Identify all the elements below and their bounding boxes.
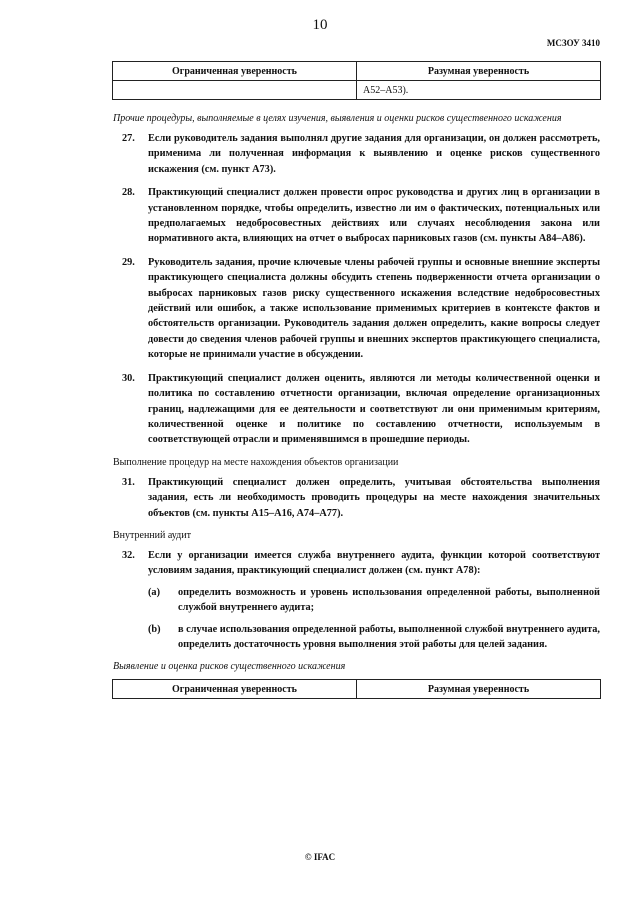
- paragraph-text: Практикующий специалист должен провести опрос руководства и других лиц в организации в установленном порядке, чтобы определить, известно ли им о фактических, потенциальных или предполагаемых недобросовестных действиях или случаях несоблюдения закона или нормативного акта, влияющих на отчет о выбросах парниковых газов (см. пункты A84–A86).: [148, 187, 600, 245]
- document-id: МСЗОУ 3410: [546, 38, 600, 48]
- subitem-b: [148, 622, 600, 653]
- paragraph-number: 30.: [122, 372, 135, 384]
- assurance-table-top: [112, 61, 601, 100]
- section-heading-risk-assessment: Выявление и оценка рисков существенного искажения: [113, 661, 346, 673]
- paragraph-number: 31.: [122, 476, 135, 488]
- section-heading-site-procedures: Выполнение процедур на месте нахождения объектов организации: [113, 456, 399, 468]
- subitem-text: в случае использования определенной работы, выполненной службой внутреннего аудита, определить достаточность уровня выполнения этой работы для целей задания.: [178, 623, 600, 650]
- paragraph-number: 27.: [122, 133, 135, 144]
- paragraph-number: 32.: [122, 549, 135, 561]
- cell-reasonable: A52–A53).: [357, 81, 601, 100]
- paragraph-27: [122, 131, 600, 177]
- footer-copyright: © IFAC: [304, 852, 336, 862]
- paragraph-text: Практикующий специалист должен оценить, являются ли методы количественной оценки и политика по составлению отчетности организации, включая определение организационных границ, надлежащими для ее деятельности и соответствуют ли они применимым критериям, количественной оценке и политике по составлению отчетности, используемым в соответствующей отрасли и применявшимся в прошедшие периоды.: [148, 372, 600, 446]
- paragraph-29: [122, 255, 600, 363]
- paragraph-31: [122, 475, 600, 521]
- paragraph-text: Если у организации имеется служба внутреннего аудита, функции которой соответствуют условиям задания, практикующий специалист должен (см. пункт A78):: [148, 549, 600, 577]
- paragraph-text: Руководитель задания, прочие ключевые члены рабочей группы и основные внешние эксперты практикующего специалиста должны обсудить степень подверженности отчета организации о выбросах парниковых газов риску существенного искажения вследствие недобросовестных действий или ошибок, а также использование применимых критериев в контексте фактов и обстоятельств организации. Руководитель задания должен определить, какие вопросы следует довести до сведения членов рабочей группы и внешних экспертов практикующего специалиста, которые не принимали участие в обсуждении.: [148, 256, 600, 361]
- page-number: 10: [312, 17, 328, 33]
- section-heading-internal-audit: Внутренний аудит: [113, 529, 191, 541]
- subitem-label: (b): [148, 623, 161, 635]
- cell-limited: [113, 81, 357, 100]
- paragraph-number: 29.: [122, 256, 135, 268]
- subitem-text: определить возможность и уровень использования определенной работы, выполненной службой внутреннего аудита;: [178, 586, 600, 614]
- paragraph-30: [122, 371, 600, 448]
- paragraph-number: 28.: [122, 187, 135, 199]
- column-limited-assurance: Ограниченная уверенность: [113, 680, 357, 699]
- page-body: [0, 61, 640, 699]
- section-heading-other-procedures: Прочие процедуры, выполняемые в целях изучения, выявления и оценки рисков существенного искажения: [113, 113, 562, 124]
- paragraph-text: Практикующий специалист должен определить, учитывая обстоятельства выполнения задания, есть ли необходимость проводить процедуры на месте нахождения значительных объектов (см. пункты A15–A16, A74–A77).: [148, 476, 600, 519]
- column-reasonable-assurance: Разумная уверенность: [357, 62, 601, 81]
- paragraph-28: [122, 185, 600, 247]
- paragraph-text: Если руководитель задания выполнял другие задания для организации, он должен рассмотреть, применима ли полученная информация к выявлению и оценке рисков существенного искажения (см. пункт A73).: [148, 133, 600, 175]
- column-limited-assurance: Ограниченная уверенность: [113, 62, 357, 81]
- subitem-a: [148, 585, 600, 616]
- subitem-label: (a): [148, 586, 161, 598]
- paragraph-32: [122, 548, 600, 579]
- assurance-table-bottom: [112, 679, 601, 699]
- column-reasonable-assurance: Разумная уверенность: [357, 680, 601, 699]
